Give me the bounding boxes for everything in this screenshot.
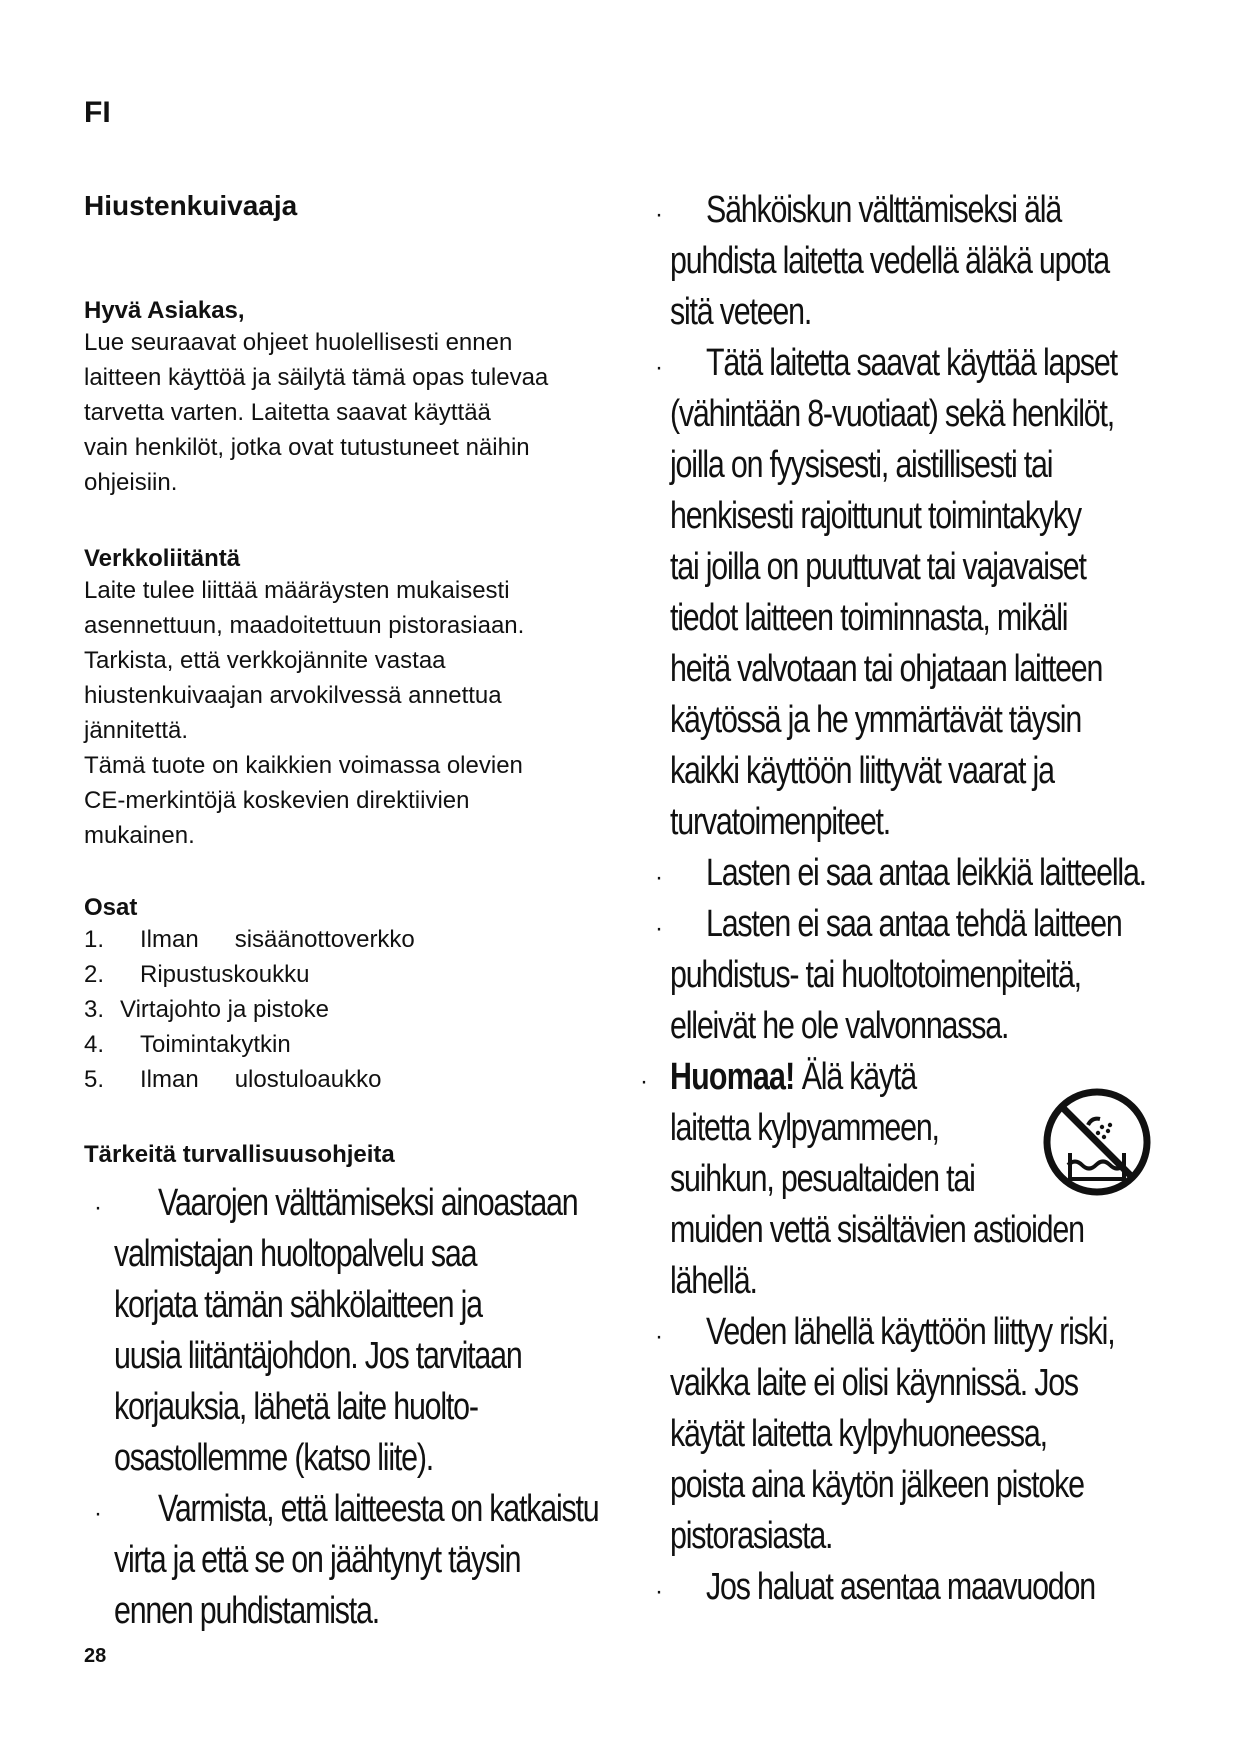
greeting-heading: Hyvä Asiakas, <box>84 297 245 324</box>
bullet-dot: · <box>655 915 663 942</box>
page-number: 28 <box>84 1645 107 1667</box>
parts-item: 3. Virtajohto ja pistoke <box>84 996 330 1023</box>
parts-list <box>84 922 644 1097</box>
bullet-text: Jos haluat asentaa maavuodon <box>706 1566 1095 1608</box>
network-line: Tarkista, että verkkojännite vastaa <box>84 647 446 674</box>
bullet-dot: · <box>655 864 663 891</box>
bullet-text: Varmista, että laitteesta on katkaistu virta ja että se on jäähtynyt täysin ennen puhdistamista. <box>114 1488 599 1632</box>
bullet-dot: · <box>655 354 663 381</box>
network-heading: Verkkoliitäntä <box>84 545 241 572</box>
bullet-dot: · <box>94 1500 102 1527</box>
notice-bold: Huomaa! <box>670 1056 795 1098</box>
safety-heading: Tärkeitä turvallisuusohjeita <box>84 1141 395 1168</box>
greeting-section <box>84 297 644 500</box>
greeting-line: vain henkilöt, jotka ovat tutustuneet näihin <box>84 434 530 461</box>
network-line: CE-merkintöjä koskevien direktiivien <box>84 787 470 814</box>
network-line: jännitettä. <box>84 717 189 744</box>
network-line: hiustenkuivaajan arvokilvessä annettua <box>84 682 502 709</box>
no-water-icon <box>1040 1085 1155 1200</box>
parts-item: 2. Ripustuskoukku <box>84 961 310 988</box>
bullet-dot: · <box>94 1194 102 1221</box>
parts-section <box>84 894 644 1097</box>
parts-item: 4. Toimintakytkin <box>84 1031 291 1058</box>
bullet-text: Lasten ei saa antaa tehdä laitteen puhdistus- tai huoltotoimenpiteitä, elleivät he ole valvonnassa. <box>670 903 1122 1047</box>
network-line: asennettuun, maadoitettuun pistorasiaan. <box>84 612 525 639</box>
notice-text: Huomaa! Älä käytä laitetta kylpyammeen, suihkun, pesualtaiden tai muiden vettä sisältävien astioiden lähellä. <box>670 1056 1084 1302</box>
bullet-text: Sähköiskun välttämiseksi älä puhdista laitetta vedellä äläkä upota sitä veteen. <box>670 189 1109 333</box>
parts-heading: Osat <box>84 894 138 921</box>
bullet-text: Lasten ei saa antaa leikkiä laitteella. <box>706 852 1146 894</box>
greeting-line: Lue seuraavat ohjeet huolellisesti ennen <box>84 329 513 356</box>
language-code: FI <box>84 96 111 129</box>
network-section <box>84 545 644 853</box>
bullet-dot: · <box>655 1578 663 1605</box>
network-line: Laite tulee liittää määräysten mukaisesti <box>84 577 510 604</box>
bullet-text: Tätä laitetta saavat käyttää lapset (vähintään 8-vuotiaat) sekä henkilöt, joilla on fyysisesti, aistillisesti tai henkisesti rajoittunut toimintakyky tai joilla on puuttuvat tai vajavaiset tiedot laitteen toiminnasta, mikäli heitä valvotaan tai ohjataan laitteen käytössä ja he ymmärtävät täysin kaikki käyttöön liittyvät vaarat ja turvatoimenpiteet. <box>670 342 1117 843</box>
safety-left-bullets <box>84 1178 644 1632</box>
notice-first: Älä käytä <box>794 1056 916 1098</box>
page-title: Hiustenkuivaaja <box>84 190 298 221</box>
bullet-text: Veden lähellä käyttöön liittyy riski, vaikka laite ei olisi käynnissä. Jos käytät laitetta kylpyhuoneessa, poista aina käytön jälkeen pistoke pistorasiasta. <box>670 1311 1115 1557</box>
greeting-line: ohjeisiin. <box>84 469 178 496</box>
bullet-dot: · <box>640 1068 648 1095</box>
bullet-dot: · <box>655 1323 663 1350</box>
network-line: Tämä tuote on kaikkien voimassa olevien <box>84 752 523 779</box>
greeting-line: tarvetta varten. Laitetta saavat käyttää <box>84 399 491 426</box>
network-line: mukainen. <box>84 822 195 849</box>
bullet-text: Vaarojen välttämiseksi ainoastaan valmistajan huoltopalvelu saa korjata tämän sähkölaitteen ja uusia liitäntäjohdon. Jos tarvitaan korjauksia, lähetä laite huolto- osastollemme (katso liite). <box>114 1182 578 1479</box>
bullet-dot: · <box>655 201 663 228</box>
parts-item: 5. Ilman ulostuloaukko <box>84 1066 382 1093</box>
greeting-line: laitteen käyttöä ja säilytä tämä opas tulevaa <box>84 364 549 391</box>
parts-item: 1. Ilman sisäänottoverkko <box>84 926 415 953</box>
safety-right-column <box>640 185 1190 1625</box>
